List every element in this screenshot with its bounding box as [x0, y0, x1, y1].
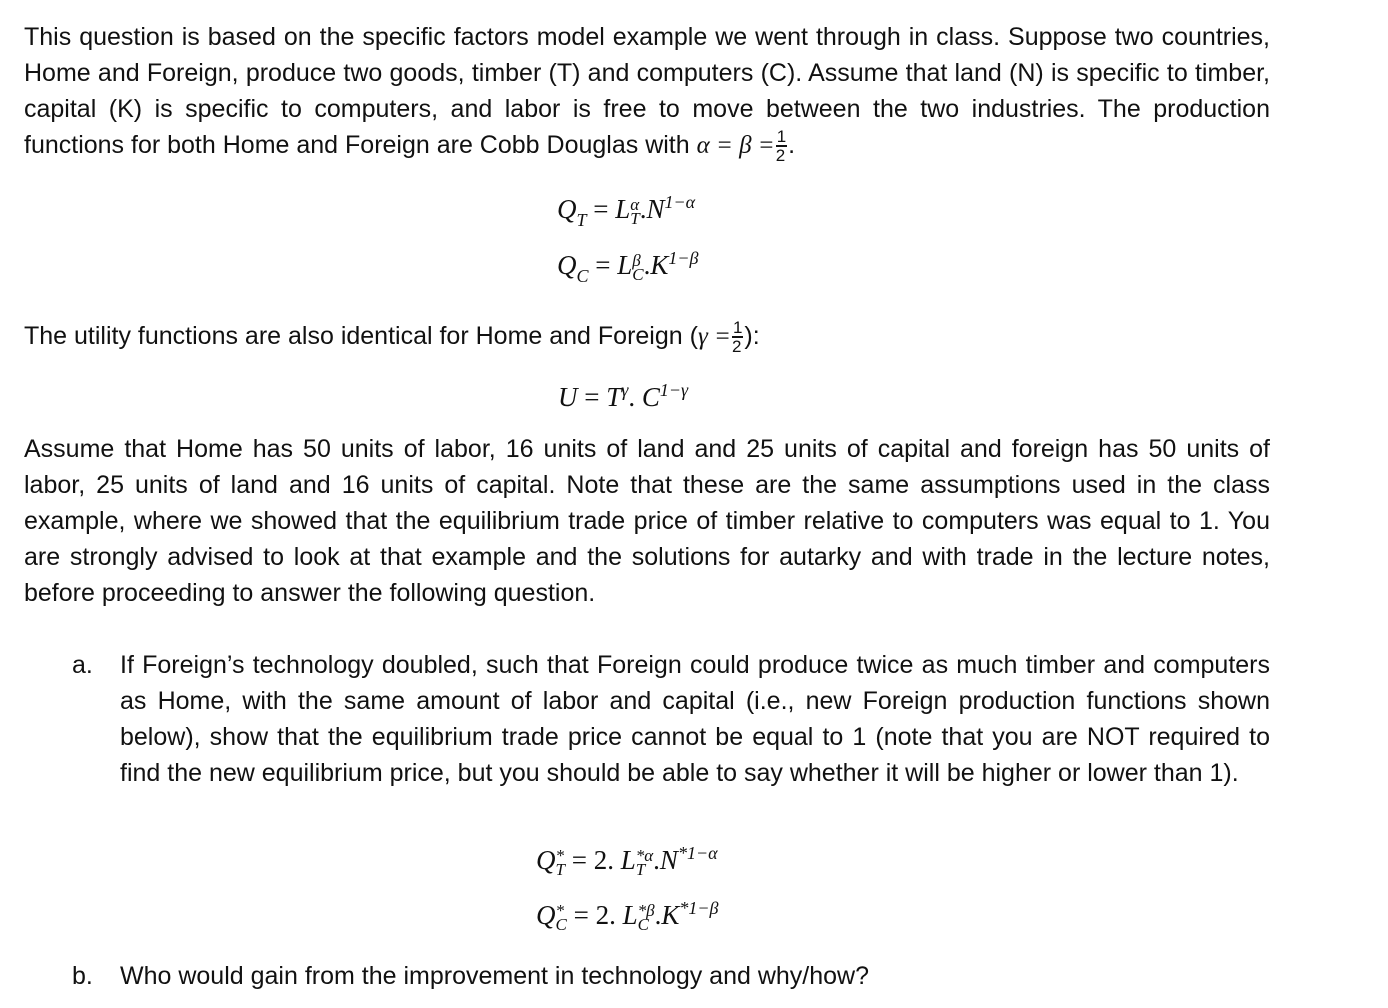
intro-text: This question is based on the specific factors model example we went through in class. Suppose two countries, Home and Foreign, produce two goods, timber (T) and computers (C). Assume that land (N) is specific to timber, capital (K) is specific to computers, and labor is free to move between the two industries. The production functions for both Home and Foreign are Cobb Douglas with — [24, 23, 1270, 159]
gamma-expression: γ = — [697, 323, 731, 350]
question-b-marker: b. — [72, 962, 93, 990]
question-a-text: If Foreign’s technology doubled, such that Foreign could produce twice as much timber and computers as Home, with the same amount of labor and capital (i.e., new Foreign production functions shown below), show that the equilibrium trade price cannot be equal to 1 (note that you are NOT required to find the new equilibrium price, but you should be able to say whether it will be higher or lower than 1). — [120, 651, 1270, 787]
utility-paragraph: The utility functions are also identical for Home and Foreign (γ = $\frac{1}{2}$ ): — [24, 318, 760, 357]
assumptions-paragraph: Assume that Home has 50 units of labor, 16 units of land and 25 units of capital and foreign has 50 units of labor, 25 units of land and 16 units of capital. Note that these are the same assumptions used in the class example, where we showed that the equilibrium trade price of timber relative to computers was equal to 1. You are strongly advised to look at that example and the solutions for autarky and with trade in the lecture notes, before proceeding to answer the following question. — [24, 435, 1270, 607]
computers-production-equation: $Q_C = L$ β C $.K^{1-\beta}$ — [557, 248, 699, 287]
foreign-computers-production-equation: Q * C = 2. L *β C $.K^{*1-\beta}$ — [536, 898, 719, 934]
intro-paragraph: This question is based on the specific factors model example we went through in class. Suppose two countries, Home and Foreign, produce two goods, timber (T) and computers (C). Assume that land (N) is specific to timber, capital (K) is specific to computers, and labor is free to move between the two industries. The production functions for both Home and Foreign are Cobb Douglas with α = β = $\frac{1}{2}$ . — [24, 23, 1270, 166]
question-a-marker: a. — [72, 651, 93, 679]
alpha-beta-expression: α = β = — [696, 132, 775, 159]
one-half-fraction: $\frac{1}{2}$ — [731, 318, 743, 357]
timber-production-equation: $Q_T = L$ α T $.N^{1-\alpha}$ — [557, 192, 696, 231]
utility-equation: $U = T^\gamma$. $C^{1-\gamma}$ — [558, 380, 689, 412]
one-half-fraction: $\frac{1}{2}$ — [775, 127, 787, 166]
question-a — [72, 647, 1270, 791]
foreign-timber-production-equation: Q * T = 2. L *α T $.N^{*1-\alpha}$ — [536, 843, 718, 879]
question-b-text: Who would gain from the improvement in technology and why/how? — [120, 962, 870, 990]
question-b — [72, 958, 1270, 994]
